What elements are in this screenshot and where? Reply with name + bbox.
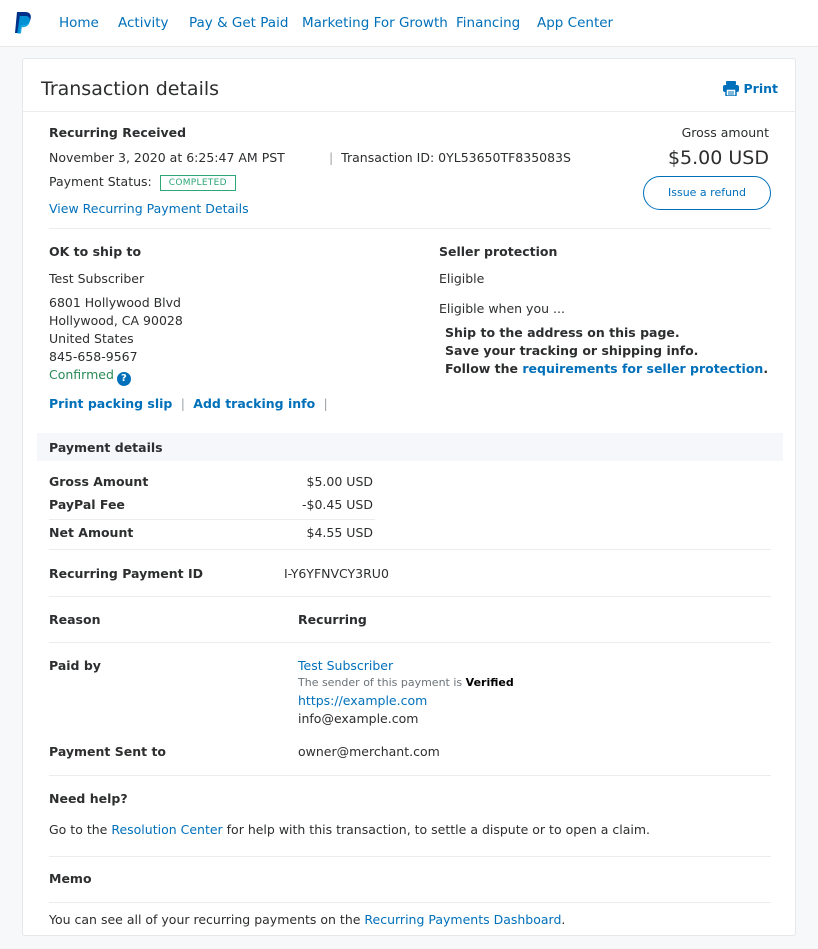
- nav-home[interactable]: Home: [59, 15, 99, 31]
- seller-protection-heading: Seller protection: [439, 244, 558, 259]
- print-packing-slip-link[interactable]: Print packing slip: [49, 396, 173, 411]
- help-suffix: for help with this transaction, to settle a dispute or to open a claim.: [222, 822, 651, 837]
- paid-by-label: Paid by: [49, 658, 101, 673]
- verified-prefix: The sender of this payment is: [298, 676, 466, 689]
- gross-amount-row-label: Gross Amount: [49, 474, 149, 489]
- memo-heading: Memo: [49, 871, 92, 886]
- paypal-logo-icon[interactable]: [14, 12, 32, 34]
- requirement-prefix: Follow the: [445, 361, 523, 376]
- paypal-fee-row-value: -$0.45 USD: [302, 497, 373, 512]
- divider: [49, 642, 771, 643]
- seller-protection-intro: Eligible when you ...: [439, 301, 565, 316]
- help-prefix: Go to the: [49, 822, 112, 837]
- memo-suffix: .: [561, 912, 566, 927]
- sent-to-value: owner@merchant.com: [298, 744, 440, 759]
- view-recurring-details-link[interactable]: View Recurring Payment Details: [49, 201, 249, 216]
- status-badge: COMPLETED: [160, 175, 236, 191]
- title-divider: [23, 111, 795, 112]
- nav-financing[interactable]: Financing: [456, 15, 521, 31]
- seller-protection-requirements-link[interactable]: requirements for seller protection: [522, 361, 764, 376]
- address-line-2: Hollywood, CA 90028: [49, 313, 183, 328]
- sender-verified-note: [298, 676, 514, 689]
- reason-value: Recurring: [298, 612, 367, 627]
- transaction-datetime: November 3, 2020 at 6:25:47 AM PST: [49, 150, 285, 165]
- help-icon[interactable]: ?: [117, 372, 131, 386]
- ship-to-phone: 845-658-9567: [49, 349, 138, 364]
- shipping-actions: [49, 396, 328, 411]
- divider: [49, 902, 771, 903]
- separator: |: [176, 396, 189, 411]
- divider: [49, 596, 771, 597]
- nav-activity[interactable]: Activity: [118, 15, 169, 31]
- ship-to-heading: OK to ship to: [49, 244, 142, 259]
- nav-app-center[interactable]: App Center: [537, 15, 614, 31]
- separator: |: [319, 396, 328, 411]
- payment-status: [49, 174, 236, 191]
- confirmed-label: Confirmed: [49, 367, 114, 382]
- address-line-1: 6801 Hollywood Blvd: [49, 295, 181, 310]
- divider: [49, 856, 771, 857]
- verified-status: Verified: [465, 676, 514, 689]
- seller-protection-requirement-2: Save your tracking or shipping info.: [445, 343, 699, 358]
- fee-divider: [49, 519, 375, 520]
- print-button[interactable]: [723, 81, 779, 96]
- sender-email: info@example.com: [298, 711, 419, 726]
- recurring-id-label: Recurring Payment ID: [49, 566, 204, 581]
- recurring-payments-dashboard-link[interactable]: Recurring Payments Dashboard: [364, 912, 562, 927]
- reason-label: Reason: [49, 612, 101, 627]
- net-amount-row-label: Net Amount: [49, 525, 134, 540]
- need-help-text: [49, 822, 650, 837]
- ship-to-name: Test Subscriber: [49, 271, 145, 286]
- nav-pay-and-get-paid[interactable]: Pay & Get Paid: [189, 15, 289, 31]
- transaction-details-card: [22, 58, 796, 936]
- nav-marketing-for-growth[interactable]: Marketing For Growth: [302, 15, 448, 31]
- address-country: United States: [49, 331, 134, 346]
- transaction-type: Recurring Received: [49, 125, 187, 140]
- gross-amount-row-value: $5.00 USD: [306, 474, 373, 489]
- issue-refund-button[interactable]: Issue a refund: [643, 176, 771, 210]
- requirement-suffix: .: [763, 361, 769, 376]
- add-tracking-info-link[interactable]: Add tracking info: [193, 396, 316, 411]
- divider: [49, 228, 771, 229]
- paid-by-name-link[interactable]: Test Subscriber: [298, 658, 394, 673]
- top-navigation: [0, 0, 818, 47]
- seller-protection-status: Eligible: [439, 271, 485, 286]
- gross-amount-value: $5.00 USD: [667, 147, 769, 169]
- transaction-id: [329, 150, 571, 165]
- address-confirmed: [49, 367, 131, 386]
- sender-website-link[interactable]: https://example.com: [298, 693, 428, 708]
- print-label: Print: [743, 81, 778, 96]
- printer-icon: [723, 81, 739, 96]
- memo-text: [49, 912, 565, 927]
- sent-to-label: Payment Sent to: [49, 744, 167, 759]
- divider: [49, 549, 771, 550]
- net-amount-row-value: $4.55 USD: [306, 525, 373, 540]
- resolution-center-link[interactable]: Resolution Center: [111, 822, 223, 837]
- seller-protection-requirement-1: Ship to the address on this page.: [445, 325, 680, 340]
- seller-protection-requirement-3: [445, 361, 768, 376]
- separator: |: [329, 150, 342, 165]
- payment-details-heading: Payment details: [49, 440, 163, 455]
- payment-status-label: Payment Status:: [49, 174, 152, 189]
- need-help-heading: Need help?: [49, 791, 128, 806]
- gross-amount-label: Gross amount: [681, 125, 769, 140]
- page-title: Transaction details: [41, 78, 220, 100]
- recurring-id-value: I-Y6YFNVCY3RU0: [284, 566, 389, 581]
- memo-prefix: You can see all of your recurring payments on the: [49, 912, 365, 927]
- paypal-fee-row-label: PayPal Fee: [49, 497, 125, 512]
- transaction-id-text: Transaction ID: 0YL53650TF835083S: [341, 150, 571, 165]
- divider: [49, 775, 771, 776]
